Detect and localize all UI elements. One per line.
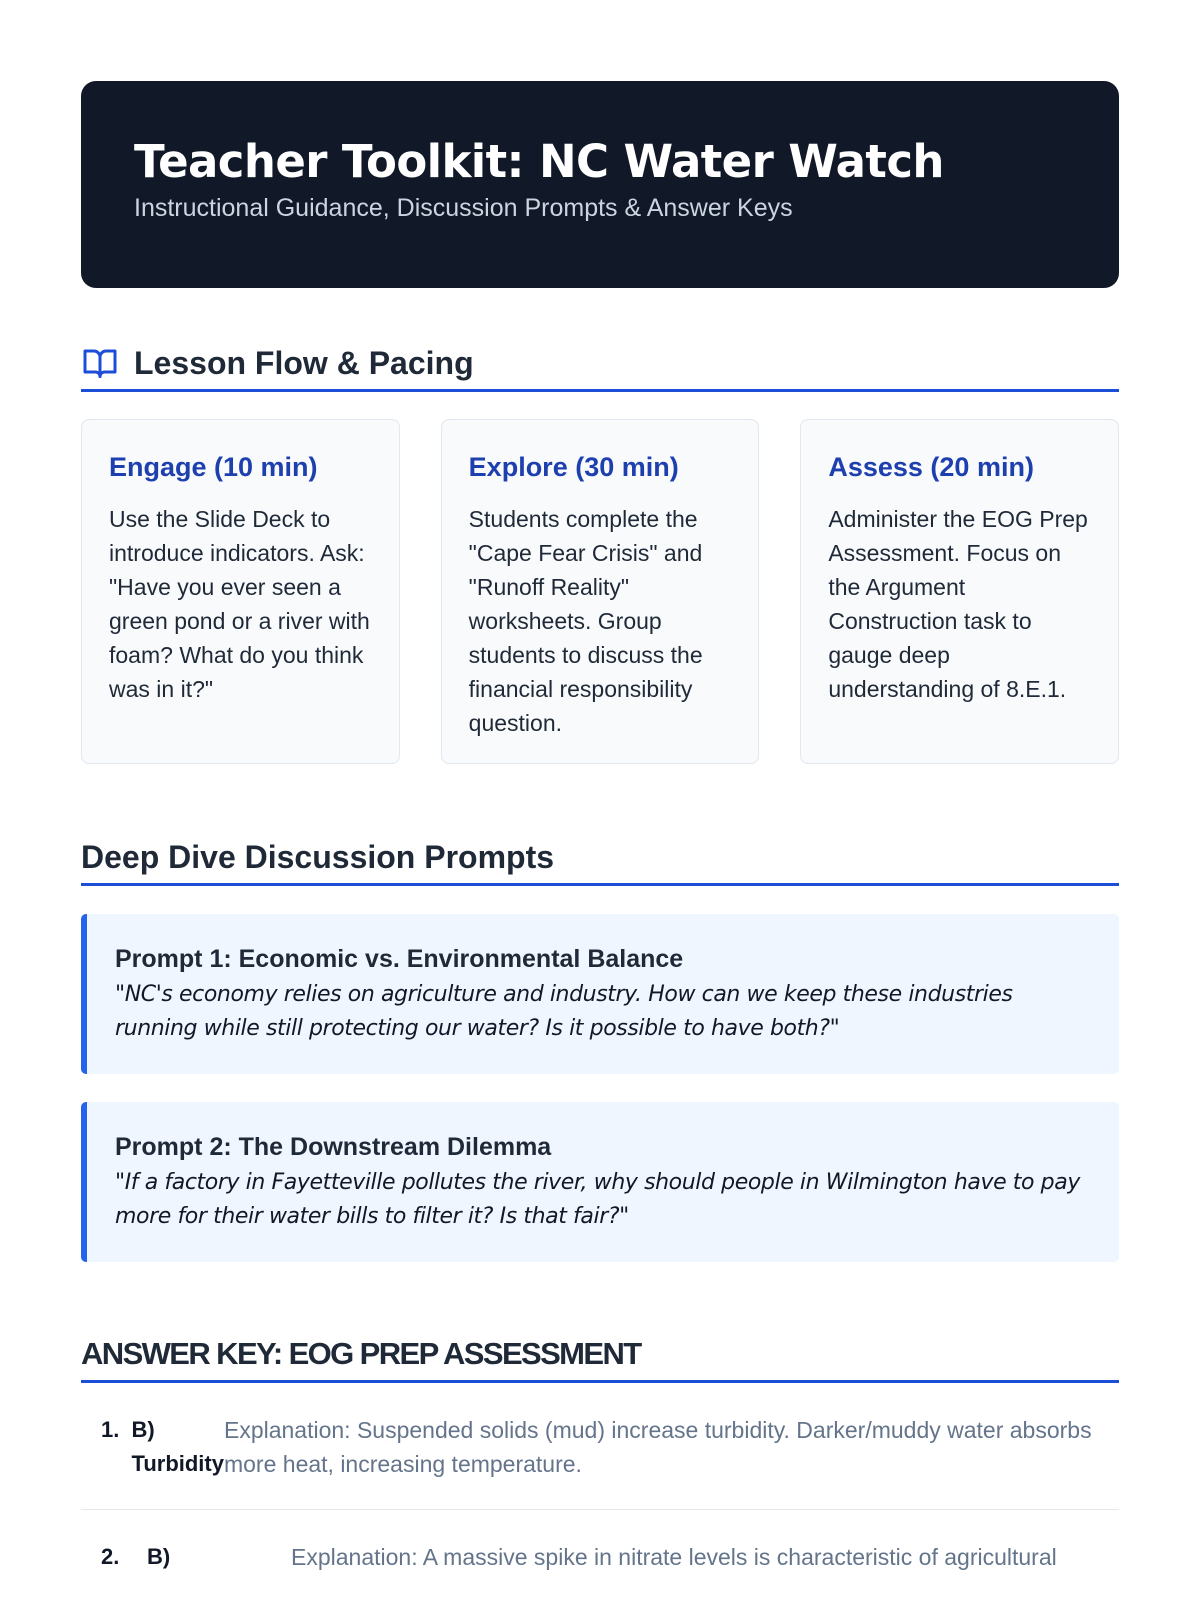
lesson-flow-title: Lesson Flow & Pacing [134, 345, 474, 381]
prompt-title: Prompt 1: Economic vs. Environmental Balance [115, 945, 684, 973]
book-open-icon [81, 345, 119, 381]
prompt-quote: "If a factory in Fayetteville pollutes the river, why should people in Wilmington have to pay more for their water bills to filter it? Is that fair?" [115, 1170, 1080, 1229]
answer-number: 2. [101, 1544, 120, 1569]
card-body: Administer the EOG Prep Assessment. Focus on the Argument Construction task to gauge deep understanding of 8.E.1. [828, 506, 1088, 702]
lesson-flow-section [81, 343, 1119, 764]
page-title: Teacher Toolkit: NC Water Watch [134, 135, 944, 188]
lesson-cards [81, 419, 1119, 764]
prompt-2 [81, 1102, 1119, 1262]
discussion-section [81, 837, 1119, 1262]
answer-row [81, 1383, 1119, 1510]
answer-choice: B) Turbidity [131, 1417, 224, 1476]
answer-key-title: ANSWER KEY: EOG PREP ASSESSMENT [81, 1336, 641, 1371]
answer-number: 1. [101, 1417, 120, 1442]
answer-explanation: Explanation: Suspended solids (mud) increase turbidity. Darker/muddy water absorbs more heat, increasing temperature. [223, 1417, 1092, 1477]
header-banner [81, 81, 1119, 288]
prompt-quote: "NC's economy relies on agriculture and industry. How can we keep these industries running while still protecting our water? Is it possible to have both?" [115, 982, 1013, 1041]
card-body: Students complete the "Cape Fear Crisis" and "Runoff Reality" worksheets. Group students to discuss the financial responsibility question. [468, 506, 703, 736]
card-engage [81, 419, 400, 764]
card-title: Assess (20 min) [828, 452, 1034, 482]
discussion-heading [81, 837, 1119, 886]
answer-key-heading [81, 1334, 1119, 1383]
card-explore [441, 419, 760, 764]
card-title: Explore (30 min) [468, 452, 679, 482]
prompt-1 [81, 914, 1119, 1074]
answer-key-section [81, 1334, 1119, 1600]
card-assess [800, 419, 1119, 764]
answer-row [81, 1510, 1119, 1600]
page-subtitle: Instructional Guidance, Discussion Prompts & Answer Keys [134, 194, 793, 222]
card-title: Engage (10 min) [109, 452, 318, 482]
card-body: Use the Slide Deck to introduce indicators. Ask: "Have you ever seen a green pond or a river with foam? What do you think was in it?" [109, 506, 370, 702]
answer-explanation: Explanation: A massive spike in nitrate levels is characteristic of agricultural [291, 1544, 1057, 1570]
prompt-title: Prompt 2: The Downstream Dilemma [115, 1133, 552, 1161]
answer-choice: B) [147, 1544, 171, 1569]
lesson-flow-heading [81, 343, 1119, 392]
discussion-title: Deep Dive Discussion Prompts [81, 839, 555, 875]
